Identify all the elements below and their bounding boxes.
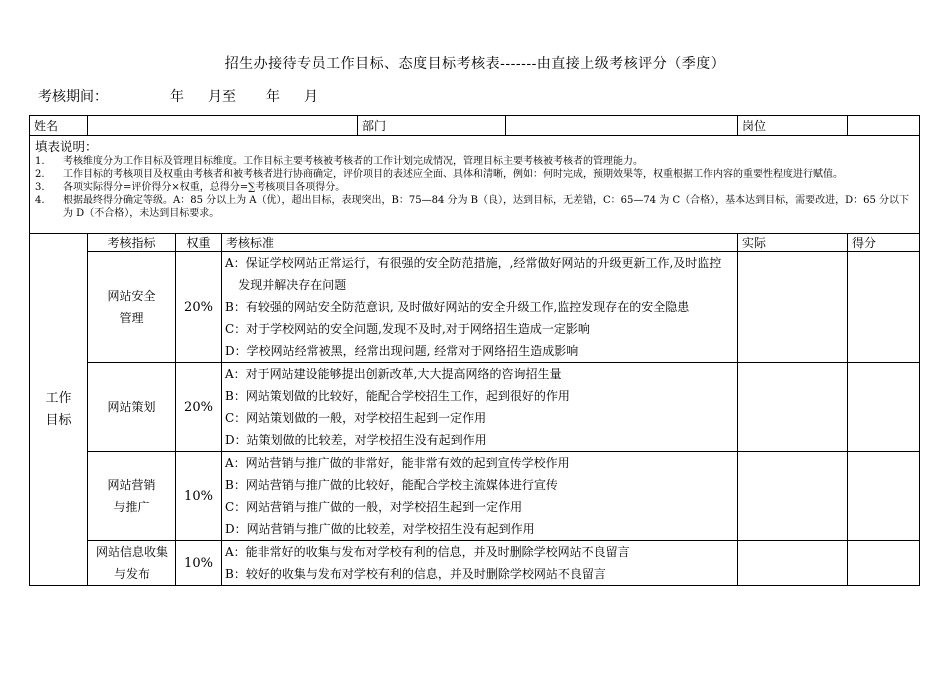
table-header-row — [30, 234, 920, 252]
header-weight: 权重 — [176, 234, 222, 252]
weight-cell: 20% — [176, 363, 222, 452]
actual-cell[interactable] — [738, 452, 848, 541]
department-field[interactable] — [506, 116, 738, 136]
actual-cell[interactable] — [738, 363, 848, 452]
info-row — [30, 116, 920, 136]
period-month-to: 月至 — [208, 89, 236, 105]
criteria-a: A：对于网站建设能够提出创新改革,大大提高网络的咨询招生量 — [225, 367, 562, 381]
indicator-cell: 网站营销与推广 — [88, 452, 176, 541]
criteria-cell — [222, 252, 738, 363]
score-cell[interactable] — [848, 363, 920, 452]
score-cell[interactable] — [848, 452, 920, 541]
header-standard: 考核标准 — [222, 234, 738, 252]
weight-cell: 20% — [176, 252, 222, 363]
criteria-a: A：保证学校网站正常运行，有很强的安全防范措施，,经常做好网站的升级更新工作,及时监控发现并解决存在问题 — [225, 256, 722, 292]
period-year-1: 年 — [170, 89, 184, 105]
criteria-cell — [222, 452, 738, 541]
note-item: 1. 考核维度分为工作目标及管理目标维度。工作目标主要考核被考核者的工作计划完成情况，管理目标主要考核被考核者的管理能力。 — [35, 156, 643, 167]
page-title: 招生办接待专员工作目标、态度目标考核表-------由直接上级考核评分（季度） — [224, 56, 726, 72]
score-cell[interactable] — [848, 252, 920, 363]
indicator-cell: 网站策划 — [88, 363, 176, 452]
criteria-d: D：学校网站经常被黑，经常出现问题, 经常对于网络招生造成影响 — [225, 344, 579, 358]
criteria-c: C：网站策划做的一般，对学校招生起到一定作用 — [225, 411, 487, 425]
notes-heading: 填表说明： — [35, 139, 98, 154]
note-item: 3. 各项实际得分=评价得分×权重，总得分=∑考核项目各项得分。 — [35, 182, 346, 193]
criteria-cell — [222, 363, 738, 452]
table-row — [30, 252, 920, 363]
weight-cell: 10% — [176, 541, 222, 586]
criteria-b: B：较好的收集与发布对学校有利的信息，并及时删除学校网站不良留言 — [225, 567, 606, 581]
name-label: 姓名 — [30, 116, 88, 136]
department-label: 部门 — [358, 116, 506, 136]
period-label: 考核期间： — [38, 89, 108, 105]
table-row — [30, 452, 920, 541]
period-month-2: 月 — [304, 89, 318, 105]
criteria-a: A：网站营销与推广做的非常好，能非常有效的起到宣传学校作用 — [225, 456, 570, 470]
score-cell[interactable] — [848, 541, 920, 586]
notes-block — [30, 136, 920, 234]
weight-cell: 10% — [176, 452, 222, 541]
note-item: 4. 根据最终得分确定等级。A：85 分以上为 A（优），超出目标，表现突出，B：75—84 分为 B（良），达到目标，无差错，C：65—74 为 C（合格），基本达到目标，需要改进，D：65 分以下为 D（不合格），未达到目标要求。 — [35, 195, 910, 219]
indicator-cell: 网站信息收集与发布 — [88, 541, 176, 586]
criteria-b: B：有较强的网站安全防范意识, 及时做好网站的安全升级工作,监控发现存在的安全隐患 — [225, 300, 690, 314]
criteria-d: D：站策划做的比较差，对学校招生没有起到作用 — [225, 433, 487, 447]
header-score: 得分 — [848, 234, 920, 252]
header-actual: 实际 — [738, 234, 848, 252]
criteria-d: D：网站营销与推广做的比较差，对学校招生没有起到作用 — [225, 522, 535, 536]
post-label: 岗位 — [738, 116, 848, 136]
criteria-c: C：网站营销与推广做的一般，对学校招生起到一定作用 — [225, 500, 523, 514]
table-row — [30, 541, 920, 586]
table-row — [30, 363, 920, 452]
assessment-period — [38, 86, 318, 106]
post-field[interactable] — [848, 116, 920, 136]
criteria-b: B：网站策划做的比较好，能配合学校招生工作，起到很好的作用 — [225, 389, 570, 403]
note-item: 2. 工作目标的考核项目及权重由考核者和被考核者进行协商确定，评价项目的表述应全面、具体和清晰，例如：何时完成，预期效果等，权重根据工作内容的重要性程度进行赋值。 — [35, 169, 843, 180]
assessment-table — [29, 115, 920, 586]
indicator-cell: 网站安全管理 — [88, 252, 176, 363]
criteria-c: C：对于学校网站的安全问题,发现不及时,对于网络招生造成一定影响 — [225, 322, 590, 336]
period-year-2: 年 — [266, 89, 280, 105]
criteria-a: A：能非常好的收集与发布对学校有利的信息，并及时删除学校网站不良留言 — [225, 545, 630, 559]
actual-cell[interactable] — [738, 541, 848, 586]
header-indicator: 考核指标 — [88, 234, 176, 252]
notes-row — [30, 136, 920, 234]
actual-cell[interactable] — [738, 252, 848, 363]
section-label: 工作目标 — [30, 234, 88, 586]
criteria-b: B：网站营销与推广做的比较好，能配合学校主流媒体进行宣传 — [225, 478, 558, 492]
name-field[interactable] — [88, 116, 358, 136]
criteria-cell — [222, 541, 738, 586]
